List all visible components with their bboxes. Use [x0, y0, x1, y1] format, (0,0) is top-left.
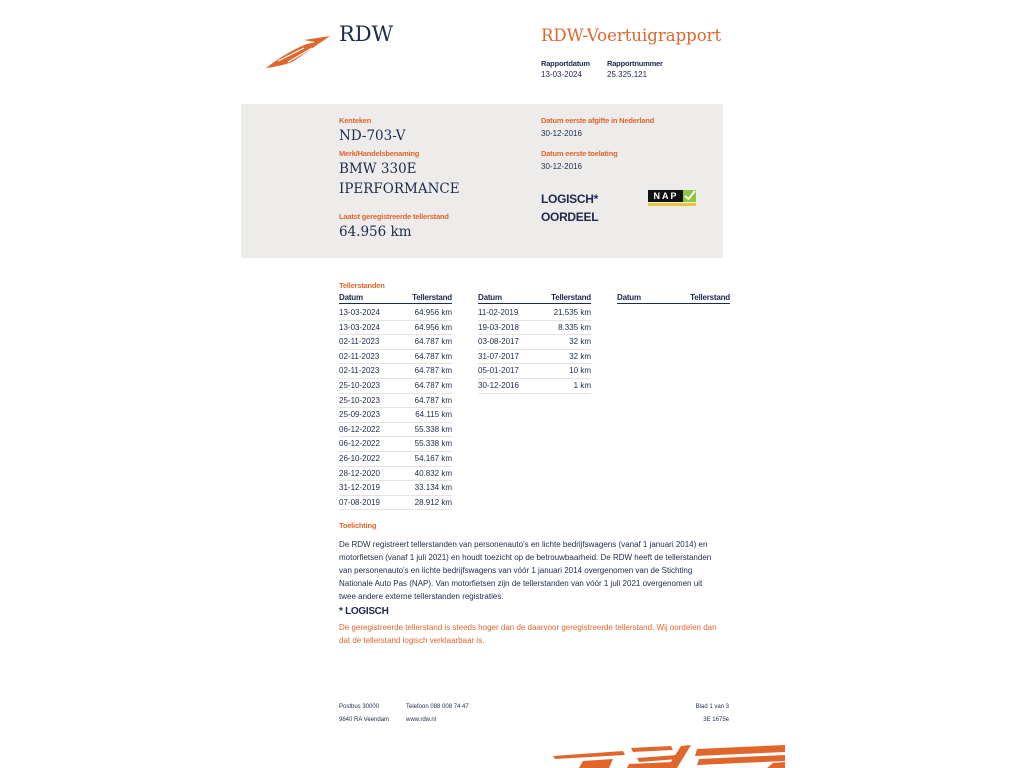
oordeel-line2: OORDEEL — [541, 210, 599, 224]
table-row — [478, 364, 591, 379]
merk-value-line2: IPERFORMANCE — [339, 181, 460, 197]
row-km: 64.787 km — [414, 380, 452, 390]
eerste-toelating-value: 30-12-2016 — [541, 162, 582, 171]
row-km: 33.134 km — [414, 483, 452, 493]
table-row — [339, 423, 452, 438]
row-date: 26-10-2022 — [339, 453, 380, 463]
kenteken-label: Kenteken — [339, 116, 372, 125]
footer-telefoon: Telefoon 088 008 74 47 — [406, 704, 469, 710]
row-date: 31-12-2019 — [339, 483, 380, 493]
table-col-2 — [478, 306, 591, 394]
toelichting-title: Toelichting — [339, 521, 377, 530]
row-km: 64.115 km — [415, 410, 452, 420]
table-row — [339, 452, 452, 467]
text-line: De RDW registreert tellerstanden van personenauto's en lichte bedrijfswagens (vanaf 1 januari 2014) en — [339, 540, 708, 549]
tellerstand-value: 64.956 km — [339, 224, 412, 240]
row-date: 19-03-2018 — [478, 322, 519, 332]
table-row — [478, 306, 591, 321]
row-date: 06-12-2022 — [339, 424, 380, 434]
text-line: twee andere externe tellerstanden registraties. — [339, 592, 504, 601]
table-row — [339, 306, 452, 321]
row-date: 03-08-2017 — [478, 337, 519, 347]
rdw-logo-icon — [264, 34, 334, 70]
table-row — [339, 394, 452, 409]
table-row — [339, 467, 452, 482]
col-tellerstand-header: Tellerstand — [412, 293, 452, 302]
text-line: motorfietsen (vanaf 1 juli 2021) en houdt toezicht op de betrouwbaarheid. De RDW heeft de tellerstanden — [339, 553, 712, 562]
nap-logo-icon — [648, 189, 696, 207]
table-row — [339, 364, 452, 379]
rapportnummer-label: Rapportnummer — [607, 59, 663, 68]
merk-value-line1: BMW 330E — [339, 161, 417, 177]
table-col-2-header — [478, 293, 591, 304]
oordeel-line1: LOGISCH* — [541, 192, 598, 206]
col-datum-header: Datum — [478, 293, 502, 302]
eerste-toelating-label: Datum eerste toelating — [541, 149, 618, 158]
row-date: 30-12-2016 — [478, 380, 519, 390]
row-date: 31-07-2017 — [478, 351, 519, 361]
row-km: 64.787 km — [414, 395, 452, 405]
text-line: Nationale Auto Pas (NAP). Van motorfietsen zijn de tellerstanden van vóór 1 juli 2021 overgenomen uit — [339, 579, 703, 588]
col-tellerstand-header: Tellerstand — [690, 293, 730, 302]
row-date: 05-01-2017 — [478, 366, 519, 376]
tellerstand-label: Laatst geregistreerde tellerstand — [339, 212, 449, 221]
table-col-1-header — [339, 293, 452, 304]
table-col-3-header — [617, 293, 730, 304]
row-km: 8.335 km — [558, 322, 591, 332]
row-date: 11-02-2019 — [478, 308, 519, 317]
row-km: 55.338 km — [414, 424, 452, 434]
row-km: 32 km — [569, 337, 591, 347]
nap-underline — [648, 203, 696, 206]
row-date: 25-10-2023 — [339, 380, 380, 390]
text-line: De geregistreerde tellerstand is steeds hoger dan de daarvoor geregistreerde tellerstand. Wij oordelen dan — [339, 623, 717, 632]
table-row — [339, 408, 452, 423]
row-date: 13-03-2024 — [339, 308, 380, 317]
row-km: 64.956 km — [414, 322, 452, 332]
table-row — [339, 481, 452, 496]
row-date: 02-11-2023 — [339, 366, 380, 376]
row-km: 64.787 km — [414, 337, 452, 347]
text-line: van personenauto's en lichte bedrijfswagens van vóór 1 januari 2014 overgenomen van de Stichting — [339, 566, 693, 575]
brand-name: RDW — [339, 22, 394, 46]
eerste-afgifte-value: 30-12-2016 — [541, 129, 582, 138]
vehicle-panel-tail — [241, 246, 301, 258]
vehicle-panel — [241, 104, 723, 258]
row-km: 54.167 km — [414, 453, 452, 463]
decorative-stripes-icon — [553, 745, 785, 768]
text-line: dat de tellerstand logisch verklaarbaar is. — [339, 636, 485, 645]
table-row — [339, 335, 452, 350]
row-date: 02-11-2023 — [339, 337, 380, 347]
col-tellerstand-header: Tellerstand — [551, 293, 591, 302]
row-km: 10 km — [569, 366, 591, 376]
kenteken-value: ND-703-V — [339, 128, 406, 144]
table-row — [339, 496, 452, 511]
col-datum-header: Datum — [339, 293, 363, 302]
table-row — [478, 335, 591, 350]
rapportnummer-value: 25.325.121 — [607, 70, 648, 79]
tellerstanden-title: Tellerstanden — [339, 281, 385, 290]
logisch-text — [339, 621, 739, 647]
eerste-afgifte-label: Datum eerste afgifte in Nederland — [541, 116, 655, 125]
row-km: 40.832 km — [414, 468, 452, 478]
row-km: 1 km — [573, 380, 591, 390]
col-datum-header: Datum — [617, 293, 641, 302]
footer-blad: Blad 1 van 3 — [695, 704, 729, 710]
nap-check-icon — [683, 189, 697, 203]
row-date: 06-12-2022 — [339, 439, 380, 449]
footer-code: 3E 1675e — [703, 717, 729, 723]
footer-postbus: Postbus 30000 — [339, 704, 380, 710]
merk-label: Merk/Handelsbenaming — [339, 149, 420, 158]
table-row — [339, 379, 452, 394]
table-col-1 — [339, 306, 452, 510]
table-row — [478, 321, 591, 336]
row-km: 32 km — [569, 351, 591, 361]
toelichting-text — [339, 538, 739, 603]
row-date: 13-03-2024 — [339, 322, 380, 332]
row-date: 28-12-2020 — [339, 468, 380, 478]
rapportdatum-value: 13-03-2024 — [541, 70, 582, 79]
table-row — [339, 437, 452, 452]
nap-logo-text: NAP — [648, 190, 684, 202]
row-date: 25-10-2023 — [339, 395, 380, 405]
footer-website: www.rdw.nl — [406, 717, 437, 723]
table-row — [339, 321, 452, 336]
report-title: RDW-Voertuigrapport — [541, 26, 722, 45]
rapportdatum-label: Rapportdatum — [541, 59, 590, 68]
footer-postcode: 9640 RA Veendam — [339, 717, 390, 723]
table-row — [478, 350, 591, 365]
row-date: 02-11-2023 — [339, 351, 380, 361]
row-km: 64.956 km — [414, 308, 452, 317]
logisch-title: * LOGISCH — [339, 606, 389, 617]
row-date: 25-09-2023 — [339, 410, 380, 420]
row-km: 28.912 km — [414, 497, 452, 507]
row-km: 64.787 km — [414, 366, 452, 376]
row-date: 07-08-2019 — [339, 497, 380, 507]
table-row — [478, 379, 591, 394]
row-km: 64.787 km — [414, 351, 452, 361]
row-km: 21.535 km — [553, 308, 591, 317]
table-row — [339, 350, 452, 365]
row-km: 55.338 km — [414, 439, 452, 449]
